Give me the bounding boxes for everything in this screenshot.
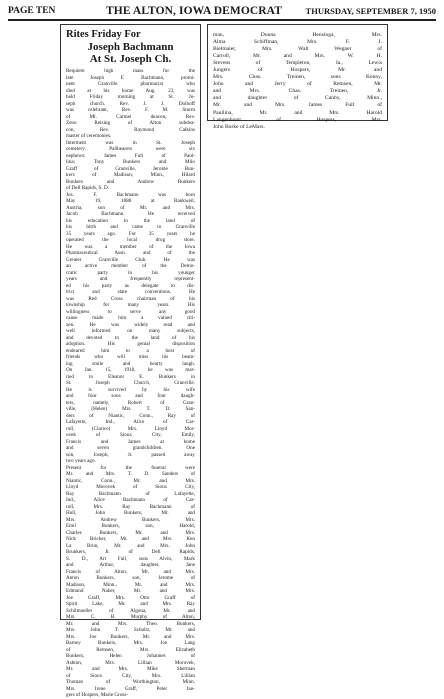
article-text-line: He was a member of the Iowa: [66, 243, 195, 250]
article-text-line: Requiem high mass for the: [66, 68, 195, 74]
article-text-line: of Mt. Carmel deacon, Rev.: [66, 113, 195, 120]
article-text-line: nephews: James Full of Paul-: [66, 152, 195, 159]
article-text-line: La Brun, Mr. and Mrs. John: [66, 542, 195, 549]
article-text-line: man, Donna Hensinga, Mrs.: [213, 32, 382, 38]
article-text-line: lina; Tony Bunkers and Milo: [66, 159, 195, 165]
article-text-line: Mrs. Andrew Bunkers, Mrs.: [66, 516, 195, 523]
article-text-line: Bielmaier, Mrs. Walt Wegner of: [213, 46, 382, 53]
article-text-line: Ray Bachmann of Lafayette,: [66, 490, 195, 497]
article-text-line: Joe Graff, Mrs. Otto Graff of: [66, 594, 195, 601]
article-text-line: Mr. and Mrs. T. D. Sanders of: [66, 471, 195, 477]
article-text-line: Paullina, Mr. and Mrs. Harold: [213, 109, 382, 116]
article-text-line: He is survived by his wife: [66, 386, 195, 393]
article-text-line: Mr. and Mrs. Theo. Bunkers,: [66, 620, 195, 627]
article-text-line: Nick Bricker, Mr. and Mrs. Ken: [66, 536, 195, 542]
article-body-column-2: [213, 32, 382, 131]
article-text-line: years and frequently represent-: [66, 276, 195, 282]
article-text-line: Francis of Alton, Mr. and Mrs.: [66, 568, 195, 575]
article-text-line: Anton Bunkers, son, Jerome of: [66, 575, 195, 581]
article-text-line: ters, namely, Robert of Gran-: [66, 399, 195, 406]
article-text-line: On Jan. 15, 1918, he was mar-: [66, 367, 195, 373]
masthead-rule: [8, 19, 436, 21]
article-text-line: John and Jerry of Remsen, Mr.: [213, 81, 382, 88]
article-text-line: roll, Mrs. Ray Bachmann of: [66, 503, 195, 510]
article-text-line: ried to Eleanor E. Bunkers in: [66, 373, 195, 380]
headline-line: Joseph Bachmann: [87, 41, 174, 53]
article-text-line: Austria, son of Mr. and Mrs.: [66, 204, 195, 211]
page-number: PAGE TEN: [8, 6, 56, 16]
article-text-line: May 19, 1888 at Rankweil,: [66, 198, 195, 204]
article-text-line: of Sioux City, Mrs. Lillian: [66, 672, 195, 679]
article-text-line: Bunkers and Andrew Bunkers: [66, 178, 195, 185]
article-text-line: cratic party in his younger: [66, 269, 195, 276]
article-text-line: was Red Cross chairman of his: [66, 295, 195, 302]
article-text-line: Bunkers, Helen Johannes of: [66, 653, 195, 659]
article-text-line: was celebrant, Rev. F. M. Sturm: [66, 107, 195, 113]
article-text-line: Hull, John Bunkers, Mr. and: [66, 510, 195, 516]
article-body-column-1: [66, 68, 195, 699]
article-text-line: and seven grandchildren. One: [66, 445, 195, 451]
article-text-line: ders of Niantic, Conn., Ray of: [66, 412, 195, 419]
article-text-line: Francis and James at home: [66, 438, 195, 445]
article-text-line: son, Joseph, Jr. passed away: [66, 451, 195, 458]
article-text-line: ovek of Sioux City, Emily,: [66, 432, 195, 438]
issue-date: THURSDAY, SEPTEMBER 7, 1950: [305, 6, 436, 16]
article-text-line: an active member of the Demo-: [66, 263, 195, 269]
article-text-line: con, Rev. Raymond Calkins: [66, 126, 195, 133]
article-text-line: ville, (Helen) Mrs. T. D. San-: [66, 406, 195, 412]
article-text-line: Schilmoeller of Algona, Mr. and: [66, 607, 195, 614]
article-text-line: Lafayette, Ind., Alice of Car-: [66, 419, 195, 425]
article-text-line: willingness to serve any good: [66, 308, 195, 315]
article-text-line: 35 years ago. For 35 years he: [66, 230, 195, 237]
article-text-line: Brunkers, Jr. of Dell Rapids,: [66, 549, 195, 555]
article-text-line: Niantic, Conn., Mr. and Mrs.: [66, 477, 195, 484]
article-text-line: gers of Hospers, Marie Gross-: [66, 692, 129, 698]
article-text-line: and devoted to the land of his: [66, 334, 195, 341]
article-text-line: Jacob Bachmann. He received: [66, 211, 195, 217]
article-text-line: Emil Bunkers, son, Harold,: [66, 523, 195, 529]
article-text-line: Graff of Granville, Jerome Bun-: [66, 165, 195, 172]
headline-line: Rites Friday For: [66, 29, 141, 40]
article-text-line: ing smile and hearty laugh.: [66, 360, 195, 367]
article-text-line: zen. He was widely read and: [66, 321, 195, 328]
article-column-2: [207, 24, 388, 130]
article-text-line: and Arthur, daughter, Jane: [66, 562, 195, 568]
article-text-line: Mrs. C. B. Murphy of Alton,: [66, 614, 195, 620]
article-text-line: roll, (Clarice) Mrs. Lloyd Mor-: [66, 425, 195, 432]
article-text-line: ed his party as delegate to dis-: [66, 282, 195, 289]
article-text-line: kers of Madison, Minn., Hilard: [66, 172, 195, 178]
article-text-line: trict and state conventions. He: [66, 289, 195, 295]
article-text-line: John Burke of LeMars.: [213, 123, 265, 130]
article-text-line: Edmund Naber, Mr. and Mrs.: [66, 588, 195, 594]
article-text-line: Spirit Lake, Mr. and Mrs. Ray: [66, 601, 195, 607]
article-text-line: Langenhorst of Hospers, Mrs.: [213, 116, 382, 123]
article-column-1: [60, 24, 201, 698]
article-text-line: his education in the land of: [66, 217, 195, 224]
masthead: [8, 6, 436, 19]
article-text-line: master of ceremonies.: [66, 133, 112, 139]
article-text-line: Jos. F. Bachmann was born: [66, 191, 195, 198]
article-text-line: township for many years. His: [66, 302, 195, 308]
article-text-line: Mrs. Joe Bunkers, Mr. and Mrs.: [66, 633, 195, 640]
article-text-line: and daughter of Canby, Minn.,: [213, 95, 382, 102]
article-text-line: seph church. Rev. J. J. Dolhoff: [66, 100, 195, 107]
article-text-line: friends who will miss his beam-: [66, 354, 195, 360]
article-text-line: of Dell Rapids, S. D.: [66, 185, 109, 191]
article-text-line: Thoman of Worthington, Minn.: [66, 679, 195, 685]
article-text-line: Carroll, Mr. and Mrs. W. H.: [213, 53, 382, 60]
article-text-line: Alma Schiffman, Mrs. F. J.: [213, 39, 382, 46]
article-text-line: St. Joseph Church, Granville.: [66, 380, 195, 386]
article-text-line: Jungers of Hospers, Mr. and: [213, 67, 382, 74]
article-text-line: Ashton, Mrs. Lillian Morovek,: [66, 659, 195, 666]
article-text-line: well informed on many subjects,: [66, 328, 195, 334]
article-text-line: Zeno Reising of Alton subdea-: [66, 120, 195, 126]
article-text-line: held Friday morning at St. Jo-: [66, 94, 195, 100]
article-text-line: Ind., Alice Bachmann of Car-: [66, 497, 195, 503]
article-text-line: endeared him to a host of: [66, 347, 195, 354]
article-text-line: Mrs. John T. Schultz, Mr. and: [66, 627, 195, 633]
article-text-line: cemetery. Pallbearers were six: [66, 146, 195, 152]
article-text-line: and Mrs. Chas. Treinen, Jr.: [213, 88, 382, 95]
article-text-line: Mrs. Irene Graff, Peter Jan-: [66, 685, 195, 692]
article-text-line: Barney Bunkers, Mrs. Joe Lang: [66, 640, 195, 646]
article-text-line: his birth and came to Granville: [66, 224, 195, 230]
article-text-line: of Remsen, Mrs. Elizabeth: [66, 646, 195, 653]
article-text-line: Interment was in St. Joseph: [66, 139, 195, 146]
newspaper-title: THE ALTON, IOWA DEMOCRAT: [106, 5, 283, 17]
article-text-line: Stevens of Templeton, Ia., Lewis: [213, 60, 382, 67]
article-text-line: Pharmaceutical Assn. and of the: [66, 250, 195, 256]
article-text-line: Mr. and Mrs. Mike Sherman: [66, 666, 195, 672]
article-text-line: died at his home Aug. 23, was: [66, 87, 195, 94]
article-text-line: Mr. and Mrs. James Full of: [213, 102, 382, 109]
article-text-line: adoption. His genial disposition: [66, 341, 195, 347]
headline-line: At St. Joseph Ch.: [89, 53, 172, 65]
article-text-line: nent Granville pharmacist who: [66, 81, 195, 87]
article-text-line: operated the local drug store.: [66, 237, 195, 243]
article-text-line: Madison, Minn., Mr. and Mrs.: [66, 581, 195, 588]
article-text-line: Lloyd Morovek of Sioux City,: [66, 484, 195, 490]
article-text-line: cause made him a valued citi-: [66, 315, 195, 321]
article-text-line: two years ago.: [66, 458, 96, 464]
article-text-line: S. D., Art Full, sons Alvin, Mark: [66, 555, 195, 562]
article-text-line: Present for the funeral were: [66, 464, 195, 471]
article-text-line: and four sons and four daugh-: [66, 393, 195, 399]
article-text-line: Greater Granville Club. He was: [66, 256, 195, 263]
article-text-line: late Joseph F. Bachmann, promi-: [66, 74, 195, 81]
article-text-line: Charles Bunkers, Mr. and Mrs.: [66, 529, 195, 536]
article-headline: [66, 29, 195, 65]
article-text-line: Mrs. Chas. Treinen, sons Kenny,: [213, 74, 382, 81]
